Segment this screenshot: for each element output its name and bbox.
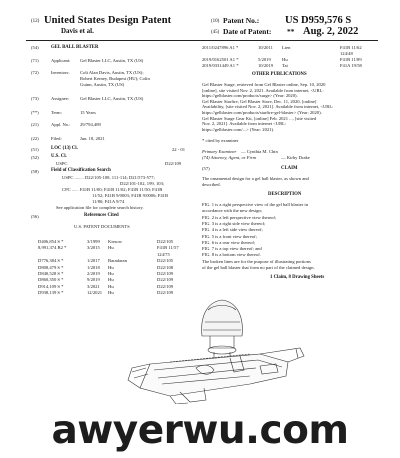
field-code-45: (45) [211, 30, 220, 35]
other-publication-line: Availability, [site visited Nov. 2, 2021]. Available from internet, <URL: [202, 104, 334, 110]
other-publications-heading: OTHER PUBLICATIONS [252, 72, 307, 77]
reference-name: Hu [108, 245, 114, 251]
description-line: FIG. 6 is a rear view thereof; [202, 239, 256, 245]
field-code-term: (**) [31, 110, 39, 115]
fos-line: 11/52; F41B 9/0003; F41B 9/0006; F41B [92, 193, 169, 198]
reference-date: 9/2019 [87, 277, 100, 283]
reference-date: 12/2021 [87, 290, 103, 296]
claim-heading: CLAIM [281, 166, 298, 171]
other-publication-line: Gel Blaster Starfire, Gel Blaster Store, Dec. 11, 2020, [online] [202, 98, 317, 104]
reference-no: 2019/0331449 A1 * [202, 63, 239, 68]
inventor-line: Colt Alan Davis, Austin, TX (US); [80, 70, 144, 75]
reference-cls: 124/48 [340, 51, 353, 56]
description-line: FIG. 1 is a right perspective view of the gel ball blaster in [202, 202, 309, 207]
reference-name: Hu [282, 57, 288, 62]
field-code-57: (57) [202, 166, 210, 171]
appl-no-value: 29/794,489 [80, 122, 101, 127]
field-code-22: (22) [31, 136, 39, 141]
filed-value: Jun. 18, 2021 [80, 136, 105, 141]
patent-type-title: United States Design Patent [44, 15, 172, 26]
reference-no: 2019/0162501 A1 * [202, 57, 239, 62]
reference-name: Baradaran [108, 258, 127, 264]
description-line: FIG. 3 is a right side view thereof; [202, 220, 266, 226]
term-value: 15 Years [80, 110, 96, 115]
reference-cls: D22/109 [157, 277, 174, 283]
other-publication-line: [online], site visited Nov. 2, 2021. Available from internet, <URL: [202, 87, 324, 93]
reference-no: D860,350 S * [38, 277, 64, 283]
other-publication-line: https://gelblaster.com/products/starfire-gel-blaster> (Year: 2020). [202, 110, 322, 115]
applicant-label: Applicant: [51, 58, 71, 63]
description-line: FIG. 7 is a top view thereof; and [202, 246, 262, 252]
watermark-text: awyerwu.com [51, 407, 349, 453]
description-line: of the gel ball blaster that form no part of the claimed design. [202, 265, 315, 270]
inventor-line: Guinn, Austin, TX (US) [80, 82, 125, 87]
reference-cls: D22/105 [157, 258, 174, 264]
other-publication-line: https://gelblaster.com/products/surge> (Year: 2020). [202, 93, 298, 99]
attorney: — Kirby Drake [281, 155, 310, 160]
other-publication-line: Gel Blaster Surge Gear Kit, [online] Feb. 2021 ..., [site visited [202, 115, 317, 121]
reference-cls: F41B 11/62 [340, 45, 362, 50]
loc-label: LOC (13) Cl. [51, 146, 78, 151]
field-code-72: (72) [31, 70, 39, 75]
reference-date: 1/2018 [87, 264, 100, 270]
description-heading: DESCRIPTION [268, 192, 302, 197]
field-code-51: (51) [31, 147, 39, 152]
reference-date: 10/2011 [258, 45, 273, 50]
reference-name: Hu [108, 277, 114, 283]
other-publication-line: Gel Blaster Surge, retrieved from Gel Blaster online, Sep. 10, 2020 [202, 82, 326, 87]
reference-no: D776,384 S * [38, 258, 64, 264]
reference-no: 8,991,374 B2 * [38, 245, 67, 251]
reference-name: Lien [282, 45, 291, 50]
fos-line: 11/80; F41A 9/74 [92, 199, 125, 204]
appl-no-label: Appl. No.: [51, 122, 71, 127]
uscl-label: U.S. Cl. [51, 154, 67, 159]
description-line: FIG. 2 is a left perspective view thereof; [202, 214, 277, 220]
reference-no: D938,139 S * [38, 290, 64, 296]
fos-label: Field of Classification Search [51, 168, 111, 173]
attorney-label: (74) Attorney, Agent, or Firm [202, 155, 256, 160]
reference-name: Tai [282, 63, 288, 68]
date-stars: ** [287, 27, 295, 36]
reference-date: 1/2017 [87, 258, 100, 264]
reference-date: 5/2019 [258, 57, 271, 62]
primary-examiner: — Cynthia M. Chin [241, 149, 278, 154]
fos-line: USPC ........ D22/105-108, 111-114; D21/573-577; [62, 175, 155, 180]
claim-count: 1 Claim, 8 Drawing Sheets [270, 275, 325, 280]
term-label: Term: [51, 110, 62, 115]
description-line: FIG. 4 is a left side view thereof; [202, 227, 263, 233]
patent-number: US D959,576 S [285, 15, 352, 26]
other-publication-line: https://gelblaster.com/...> (Year: 2021). [202, 126, 275, 132]
design-title: GEL BALL BLASTER [51, 45, 99, 50]
patent-no-label: Patent No.: [223, 16, 260, 25]
reference-name: Kiesow [108, 239, 123, 244]
reference-cls: D22/105 [157, 239, 174, 244]
description-line: FIG. 5 is a front view thereof; [202, 233, 257, 239]
reference-date: 2/2019 [87, 271, 100, 276]
field-code-12: (12) [31, 19, 40, 24]
fos-note: See application file for complete search history. [56, 205, 144, 210]
reference-name: Hu [108, 290, 114, 296]
gel-blaster-drawing [110, 292, 310, 404]
reference-cls: D22/109 [157, 290, 174, 296]
field-code-56: (56) [31, 214, 39, 219]
assignee-value: Gel Blaster LLC, Austin, TX (US) [80, 96, 144, 101]
field-code-73: (73) [31, 96, 39, 101]
assignee-label: Assignee: [51, 96, 70, 101]
reference-no: 2011/0247896 A1 * [202, 45, 239, 50]
fos-line: D22/101-102, 199, 103; [120, 181, 165, 186]
reference-cls: D22/109 [157, 271, 174, 276]
uscl-uspc: USPC [56, 161, 68, 166]
reference-cls: 124/75 [157, 251, 170, 257]
reference-date: 10/2019 [258, 63, 274, 68]
field-code-52: (52) [31, 155, 39, 160]
reference-cls: D22/109 [157, 283, 174, 289]
reference-no: D914,109 S * [38, 283, 64, 289]
reference-date: 3/1999 [87, 239, 100, 244]
reference-cls: F41B 11/89 [340, 57, 362, 62]
loc-value: 22 - 01 [172, 147, 186, 152]
field-code-54: (54) [31, 45, 39, 50]
header-rule [26, 40, 378, 41]
claim-text: described. [202, 182, 221, 187]
reference-no: D406,854 S * [38, 239, 64, 244]
description-line: FIG. 8 is a bottom view thereof. [202, 252, 261, 258]
inventor-line: Robert Kerney, Budapest (HU); Colin [80, 76, 150, 81]
other-publication-line: Nov. 2, 2021]. Available from internet <URL: [202, 121, 287, 127]
field-code-71: (71) [31, 58, 39, 63]
description-line: The broken lines are for the purpose of illustrating portions [202, 258, 311, 264]
references-subheading: U.S. PATENT DOCUMENTS [74, 224, 130, 229]
field-code-10: (10) [211, 19, 220, 24]
field-code-21: (21) [31, 122, 39, 127]
field-code-58: (58) [31, 169, 39, 174]
reference-cls: D22/108 [157, 264, 174, 270]
reference-date: 3/2015 [87, 245, 100, 251]
primary-examiner-label: Primary Examiner [202, 149, 237, 154]
reference-no: D840,528 S * [38, 271, 64, 276]
reference-name: Hu [108, 283, 114, 289]
reference-no: D808,479 S * [38, 264, 64, 270]
inventor-name: Davis et al. [61, 27, 94, 35]
reference-cls: F41A 19/58 [340, 63, 362, 68]
date-label: Date of Patent: [223, 27, 272, 36]
references-heading: References Cited [84, 213, 119, 218]
claim-text: The ornamental design for a gel ball blaster, as shown and [202, 176, 309, 181]
filed-label: Filed: [51, 136, 62, 141]
reference-cls: F41B 11/57 [157, 245, 179, 251]
reference-name: Hu [108, 264, 114, 270]
patent-date: Aug. 2, 2022 [303, 26, 359, 37]
inventors-label: Inventors: [51, 70, 70, 75]
description-line: accordance with the new design; [202, 208, 262, 214]
cited-note: * cited by examiner [202, 138, 239, 143]
uscl-value: D22/109 [165, 161, 182, 166]
applicant-value: Gel Blaster LLC, Austin, TX (US) [80, 58, 144, 63]
fos-line: CPC ...... F41B 11/00; F41B 11/02; F41B 11/50; F41B [62, 187, 163, 192]
reference-name: Hu [108, 271, 114, 276]
reference-date: 3/2021 [87, 283, 100, 289]
gel-blaster-figure [110, 292, 310, 404]
